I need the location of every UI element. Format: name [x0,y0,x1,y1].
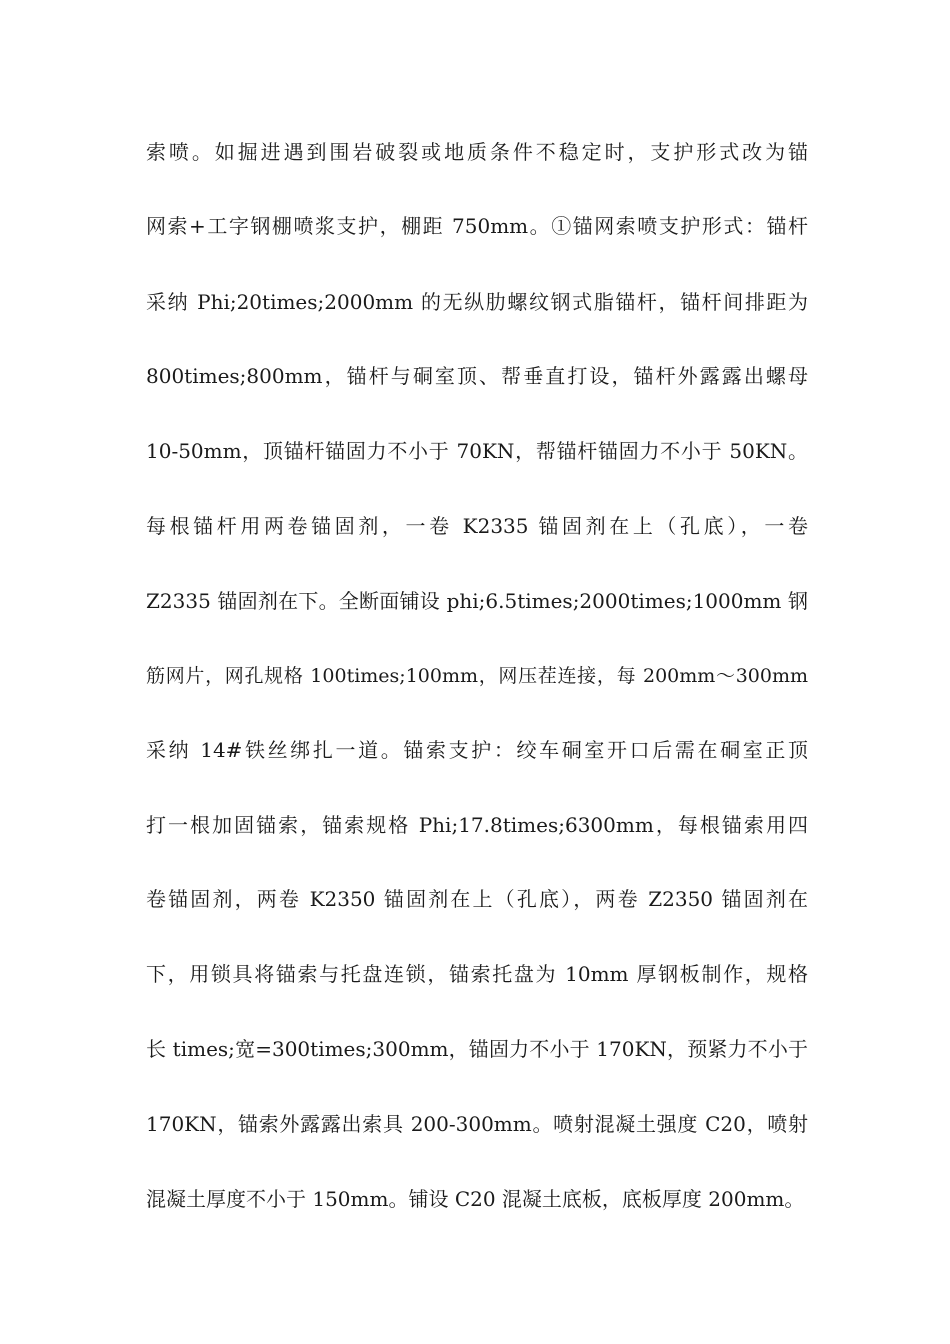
text-line-2: 网索+工字钢棚喷浆支护，棚距 750mm。①锚网索喷支护形式：锚杆 [146,214,808,238]
text-line-13: 长 times;宽=300times;300mm，锚固力不小于 170KN，预紧力不小于 [146,1037,808,1061]
text-line-4: 800times;800mm，锚杆与硐室顶、帮垂直打设，锚杆外露露出螺母 [146,364,808,388]
text-line-14: 170KN，锚索外露露出索具 200-300mm。喷射混凝土强度 C20，喷射 [146,1112,808,1136]
text-line-8: 筋网片，网孔规格 100times;100mm，网压茬连接，每 200mm～300mm [146,665,808,687]
text-line-11: 卷锚固剂，两卷 K2350 锚固剂在上（孔底），两卷 Z2350 锚固剂在 [146,887,808,911]
text-line-9: 采纳 14#铁丝绑扎一道。锚索支护：绞车硐室开口后需在硐室正顶 [146,738,808,762]
text-line-7: Z2335 锚固剂在下。全断面铺设 phi;6.5times;2000times;1000mm 钢 [146,589,808,613]
text-line-12: 下，用锁具将锚索与托盘连锁，锚索托盘为 10mm 厚钢板制作，规格 [146,962,808,986]
text-line-6: 每根锚杆用两卷锚固剂，一卷 K2335 锚固剂在上（孔底），一卷 [146,514,808,538]
text-line-3: 采纳 Phi;20times;2000mm 的无纵肋螺纹钢式脂锚杆，锚杆间排距为 [146,290,808,314]
text-line-10: 打一根加固锚索，锚索规格 Phi;17.8times;6300mm，每根锚索用四 [146,813,808,837]
text-line-15: 混凝土厚度不小于 150mm。铺设 C20 混凝土底板，底板厚度 200mm。 [146,1187,805,1211]
text-line-5: 10-50mm，顶锚杆锚固力不小于 70KN，帮锚杆锚固力不小于 50KN。 [146,439,808,463]
text-line-1: 索喷。如掘进遇到围岩破裂或地质条件不稳定时，支护形式改为锚 [146,140,808,164]
